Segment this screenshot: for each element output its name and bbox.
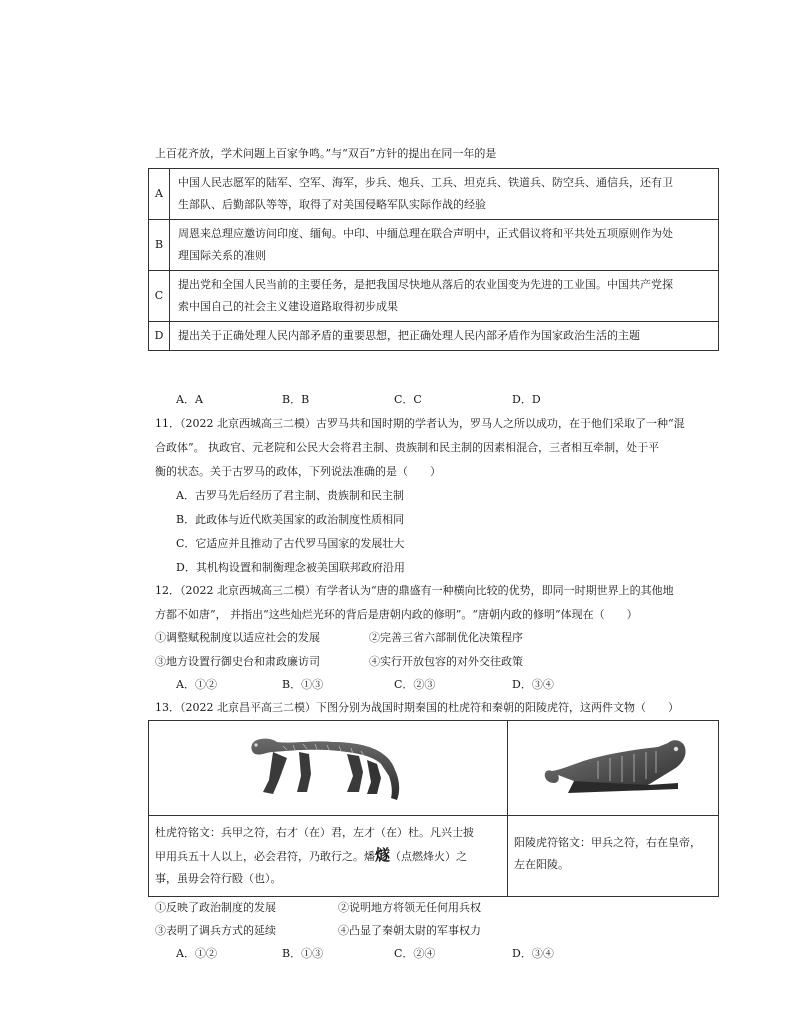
answer-choices (176, 677, 554, 693)
option-text (170, 322, 719, 351)
statement-item: ④实行开放包容的对外交往政策 (369, 655, 523, 668)
inscription-line: 事，虽毋会符行殹（也）。 (155, 872, 282, 885)
option-text-line: 周恩来总理应邀访问印度、缅甸。中印、中缅总理在联合声明中，正式倡议将和平共处五项原则作为处 (178, 227, 673, 240)
option-text-line: 提出党和全国人民当前的主要任务，是把我国尽快地从落后的农业国变为先进的工业国。中国共产党探 (178, 278, 673, 291)
statement-row (155, 654, 523, 670)
option-text-line: 索中国自己的社会主义建设道路取得初步成果 (178, 300, 398, 313)
du-tiger-tally-inscription (149, 816, 508, 897)
statement-row (155, 630, 523, 646)
option-letter: B (149, 220, 170, 271)
answer-choice-b[interactable]: B．①③ (282, 678, 324, 691)
artifact-table (148, 720, 719, 897)
statement-item: ①反映了政治制度的发展 (155, 901, 276, 914)
option-text-line: 理国际关系的准则 (178, 249, 266, 262)
table-row (149, 271, 719, 322)
question-13-stem: 13．（2022 北京昌平高三二模）下图分别为战国时期秦国的杜虎符和秦朝的阳陵虎符，这两件文物（ ） (155, 701, 679, 714)
option-text (170, 169, 719, 220)
table-row (149, 169, 719, 220)
question-11-stem: 衡的状态。关于古罗马的政体，下列说法准确的是（ ） (155, 465, 441, 478)
question-12-stem: 12．（2022 北京西城高三二模）有学者认为“唐的鼎盛有一种横向比较的优势，即同一时期世界上的其他地 (155, 584, 674, 597)
answer-choice-c[interactable]: C．它适应并且推动了古代罗马国家的发展壮大 (176, 537, 405, 550)
option-text-line: 中国人民志愿军的陆军、空军、海军，步兵、炮兵、工兵、坦克兵、铁道兵、防空兵、通信兵，还有卫 (178, 176, 673, 189)
answer-choice-d[interactable]: D．其机构设置和制衡理念被美国联邦政府沿用 (176, 561, 405, 574)
inscription-line: 杜虎符铭文：兵甲之符，右才（在）君，左才（在）杜。凡兴士披 (155, 826, 474, 839)
statement-item: ③地方设置行御史台和肃政廉访司 (155, 655, 320, 668)
option-letter: A (149, 169, 170, 220)
statement-item: ③表明了调兵方式的延续 (155, 924, 276, 937)
statement-row (155, 923, 481, 939)
yangling-tiger-tally-image (508, 721, 719, 816)
question-12-stem: 方都不如唐”， 并指出“这些灿烂光环的背后是唐朝内政的修明”。“唐朝内政的修明”体现在（ ） (155, 608, 638, 621)
option-letter: C (149, 271, 170, 322)
answer-choice-a[interactable]: A．①② (176, 678, 217, 691)
inscription-line: 左在阳陵。 (514, 858, 569, 871)
inscription-line: 阳陵虎符铭文：甲兵之符，右在皇帝， (514, 836, 701, 849)
table-row (149, 816, 719, 897)
answer-choice-c[interactable]: C．②③ (394, 678, 436, 691)
answer-choice-b[interactable]: B．此政体与近代欧美国家的政治制度性质相同 (176, 513, 405, 526)
answer-choices (176, 946, 554, 962)
statement-item: ②说明地方将领无任何用兵权 (338, 901, 481, 914)
inscription-text: （点燃烽火）之 (390, 850, 468, 863)
table-row (149, 220, 719, 271)
answer-choice-a[interactable]: A．①② (176, 947, 217, 960)
options-table (148, 168, 719, 351)
option-letter: D (149, 322, 170, 351)
option-text-line: 提出关于正确处理人民内部矛盾的重要思想，把正确处理人民内部矛盾作为国家政治生活的主题 (178, 329, 640, 342)
rare-character: 燧 (375, 846, 391, 864)
statement-row (155, 900, 481, 916)
answer-choice-b[interactable]: B．①③ (282, 947, 324, 960)
tiger-tally-icon (528, 727, 698, 807)
answer-choice-d[interactable]: D．③④ (512, 678, 554, 691)
answer-choices (176, 392, 541, 408)
question-10-intro: 上百花齐放，学术问题上百家争鸣。”与“双百”方针的提出在同一年的是 (155, 147, 497, 160)
answer-choice-d[interactable]: D．③④ (512, 947, 554, 960)
statement-item: ④凸显了秦朝太尉的军事权力 (338, 924, 481, 937)
table-row (149, 322, 719, 351)
yangling-tiger-tally-inscription (508, 816, 719, 897)
option-text (170, 271, 719, 322)
answer-choice-a[interactable]: A．古罗马先后经历了君主制、贵族制和民主制 (176, 489, 404, 502)
inscription-line (155, 844, 501, 868)
statement-item: ②完善三省六部制优化决策程序 (369, 631, 523, 644)
answer-choice-d[interactable]: D．D (512, 393, 541, 406)
inscription-text: 甲用兵五十人以上，必会君符，乃敢行之。燔 (155, 850, 375, 863)
question-11-stem: 合政体”。 执政官、元老院和公民大会将君主制、贵族制和民主制的因素相混合，三者相互牵制，处于平 (155, 441, 660, 454)
statement-item: ①调整赋税制度以适应社会的发展 (155, 631, 320, 644)
question-11-stem: 11．（2022 北京西城高三二模）古罗马共和国时期的学者认为，罗马人之所以成功，在于他们采取了一种“混 (155, 417, 685, 430)
answer-choice-b[interactable]: B．B (282, 393, 310, 406)
answer-choice-a[interactable]: A．A (176, 393, 203, 406)
answer-choice-c[interactable]: C．②④ (394, 947, 436, 960)
table-row (149, 721, 719, 816)
du-tiger-tally-image (149, 721, 508, 816)
option-text-line: 生部队、后勤部队等等，取得了对美国侵略军队实际作战的经验 (178, 198, 486, 211)
tiger-tally-icon (243, 726, 413, 808)
option-text (170, 220, 719, 271)
answer-choice-c[interactable]: C．C (394, 393, 422, 406)
